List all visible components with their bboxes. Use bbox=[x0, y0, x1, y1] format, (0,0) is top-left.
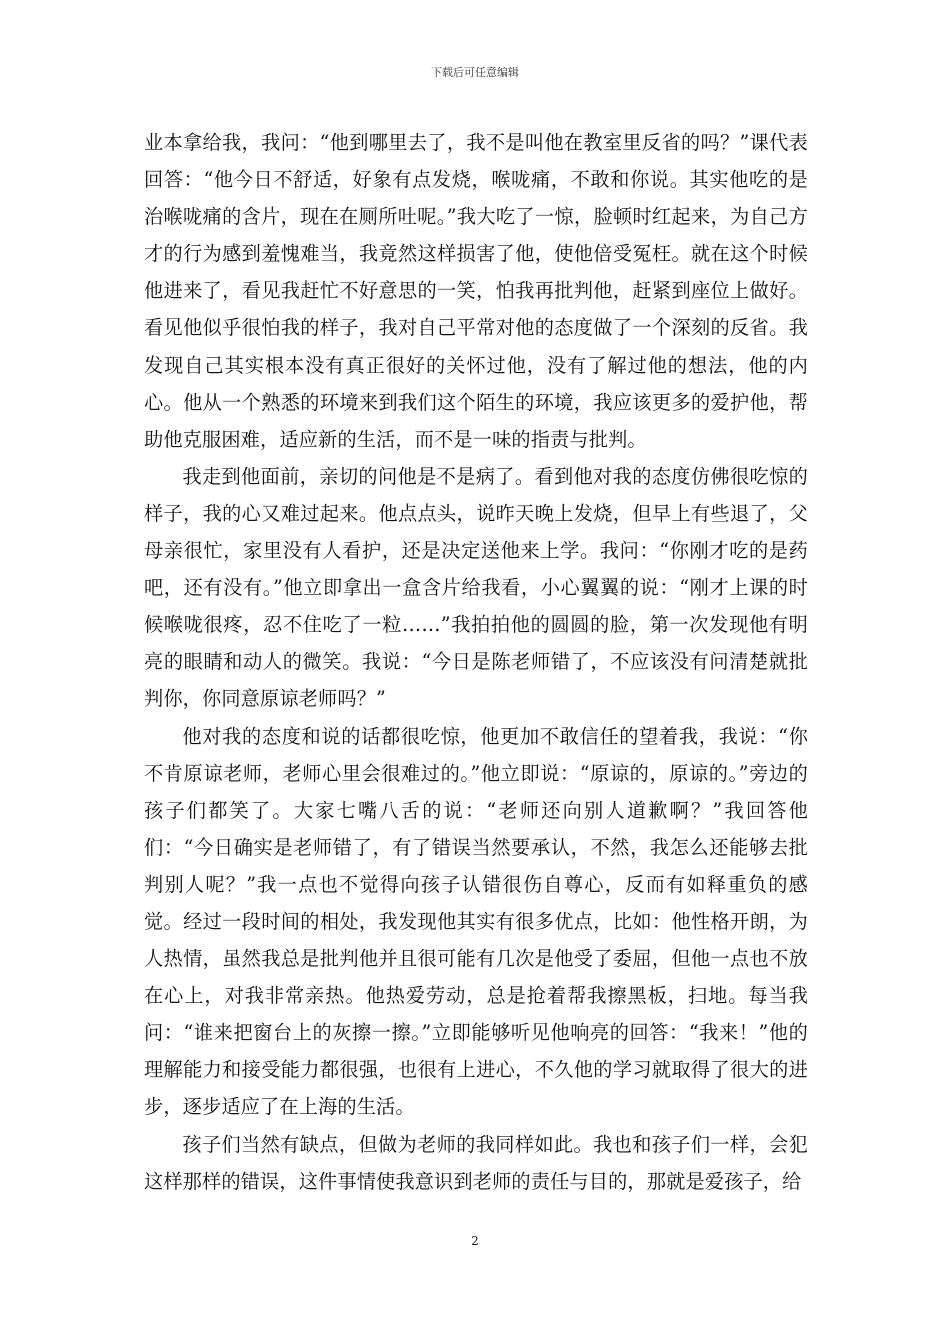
page-number: 2 bbox=[471, 1234, 479, 1248]
paragraph-1: 业本拿给我，我问：“他到哪里去了，我不是叫他在教室里反省的吗？”课代表回答：“他今日不舒适，好象有点发烧，喉咙痛，不敢和你说。其实他吃的是治喉咙痛的含片，现在在厕所吐呢。”我大吃了一惊，脸顿时红起来，为自己方才的行为感到羞愧难当，我竟然这样损害了他，使他倍受冤枉。就在这个时候他进来了，看见我赶忙不好意思的一笑，怕我再批判他，赶紧到座位上做好。看见他似乎很怕我的样子，我对自己平常对他的态度做了一个深刻的反省。我发现自己其实根本没有真正很好的关怀过他，没有了解过他的想法，他的内心。他从一个熟悉的环境来到我们这个陌生的环境，我应该更多的爱护他，帮助他克服困难，适应新的生活，而不是一味的指责与批判。 bbox=[144, 131, 808, 451]
paragraph-2: 我走到他面前，亲切的问他是不是病了。看到他对我的态度仿佛很吃惊的样子，我的心又难过起来。他点点头，说昨天晚上发烧，但早上有些退了，父母亲很忙，家里没有人看护，还是决定送他来上学。我问：“你刚才吃的是药吧，还有没有。”他立即拿出一盒含片给我看，小心翼翼的说：“刚才上课的时候喉咙很疼，忍不住吃了一粒……”我拍拍他的圆圆的脸，第一次发现他有明亮的眼睛和动人的微笑。我说：“今日是陈老师错了，不应该没有问清楚就批判你，你同意原谅老师吗？” bbox=[144, 464, 808, 711]
document-body bbox=[144, 124, 808, 1200]
paragraph-3: 他对我的态度和说的话都很吃惊，他更加不敢信任的望着我，我说：“你不肯原谅老师，老师心里会很难过的。”他立即说：“原谅的，原谅的。”旁边的孩子们都笑了。大家七嘴八舌的说：“老师还向别人道歉啊？”我回答他们：“今日确实是老师错了，有了错误当然要承认，不然，我怎么还能够去批判别人呢？”我一点也不觉得向孩子认错很伤自尊心，反而有如释重负的感觉。经过一段时间的相处，我发现他其实有很多优点，比如：他性格开朗，为人热情，虽然我总是批判他并且很可能有几次是他受了委屈，但他一点也不放在心上，对我非常亲热。他热爱劳动，总是抢着帮我擦黑板，扫地。每当我问：“谁来把窗台上的灰擦一擦。”立即能够听见他响亮的回答：“我来！”他的理解能力和接受能力都很强，也很有上进心，不久他的学习就取得了很大的进步，逐步适应了在上海的生活。 bbox=[144, 724, 808, 1119]
page-header: 下载后可任意编辑 bbox=[431, 66, 519, 79]
paragraph-4: 孩子们当然有缺点，但做为老师的我同样如此。我也和孩子们一样，会犯这样那样的错误，这件事情使我意识到老师的责任与目的，那就是爱孩子，给 bbox=[144, 1132, 808, 1193]
